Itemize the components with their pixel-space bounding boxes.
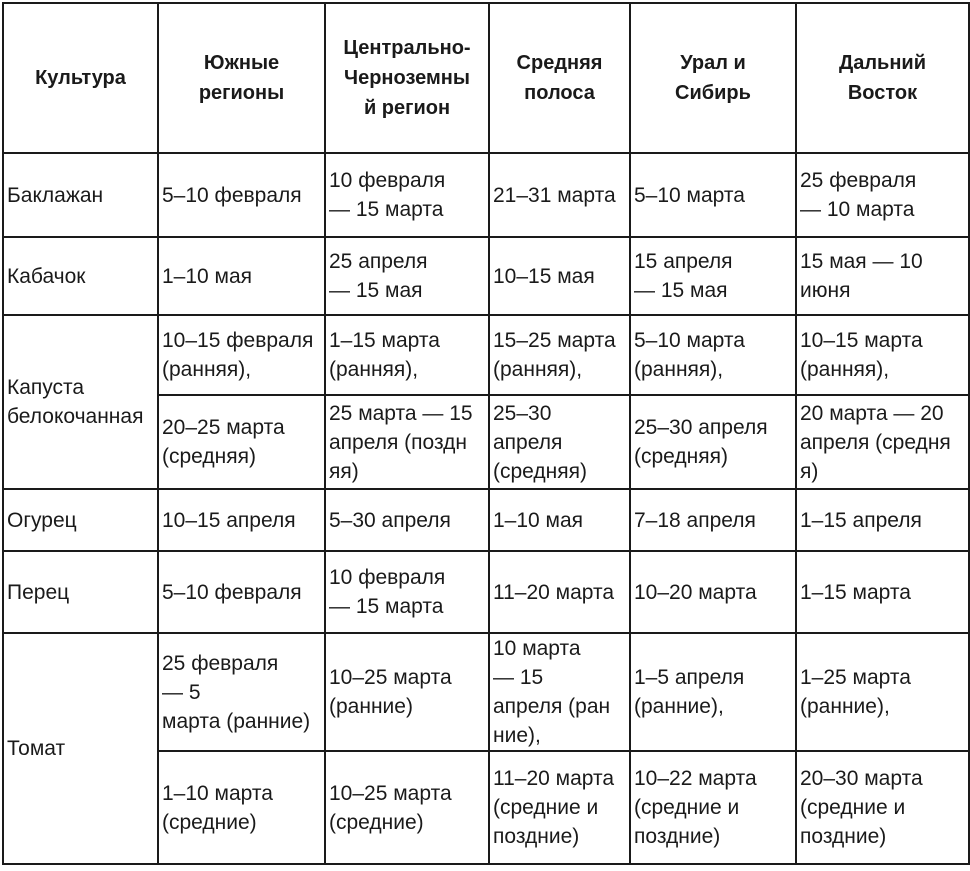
table-cell: 10–25 марта (ранние) <box>325 633 489 751</box>
header-south <box>158 3 325 153</box>
header-south-text: Южные регионы <box>198 52 285 104</box>
table-cell: 25 марта — 15 апреля (поздн яя) <box>325 395 489 489</box>
table-cell: 1–10 мая <box>158 237 325 315</box>
table-cell: 5–10 марта <box>630 153 796 237</box>
table-cell: 15 мая — 10 июня <box>796 237 969 315</box>
table-cell: 10 февраля — 15 марта <box>325 551 489 633</box>
table-cell: 10–15 мая <box>489 237 630 315</box>
table-cell: 10–15 марта (ранняя), <box>796 315 969 395</box>
table-cell: 20–25 марта (средняя) <box>158 395 325 489</box>
header-far-east <box>796 3 969 153</box>
table-cell: 11–20 марта (средние и поздние) <box>489 751 630 864</box>
table-cell: 15 апреля — 15 мая <box>630 237 796 315</box>
header-middle-text: Средняя полоса <box>516 52 603 104</box>
crop-name: Томат <box>3 633 158 864</box>
crop-name: Баклажан <box>3 153 158 237</box>
table-cell: 1–15 апреля <box>796 489 969 551</box>
table-row <box>3 551 969 633</box>
table-row <box>3 153 969 237</box>
header-ural-text: Урал и Сибирь <box>675 52 751 104</box>
table-cell: 7–18 апреля <box>630 489 796 551</box>
table-cell: 1–10 марта (средние) <box>158 751 325 864</box>
table-cell: 10 февраля — 15 марта <box>325 153 489 237</box>
table-cell: 25 февраля — 10 марта <box>796 153 969 237</box>
planting-table <box>2 2 970 865</box>
table-cell: 5–10 марта (ранняя), <box>630 315 796 395</box>
header-ural-siberia <box>630 3 796 153</box>
header-central-blacksoil <box>325 3 489 153</box>
header-row <box>3 3 969 153</box>
table-cell: 25 апреля — 15 мая <box>325 237 489 315</box>
table-row <box>3 489 969 551</box>
header-culture-text: Культура <box>35 67 126 89</box>
header-middle-zone <box>489 3 630 153</box>
table-row <box>3 633 969 751</box>
crop-name: Огурец <box>3 489 158 551</box>
crop-name: Кабачок <box>3 237 158 315</box>
table-cell: 10–25 марта (средние) <box>325 751 489 864</box>
table-cell: 10–20 марта <box>630 551 796 633</box>
table-cell: 1–25 марта (ранние), <box>796 633 969 751</box>
table-cell: 10 марта — 15 апреля (ран ние), <box>489 633 630 751</box>
table-cell: 5–10 февраля <box>158 551 325 633</box>
table-row <box>3 237 969 315</box>
table-cell: 1–15 марта <box>796 551 969 633</box>
table-cell: 21–31 марта <box>489 153 630 237</box>
table-cell: 10–15 апреля <box>158 489 325 551</box>
header-culture <box>3 3 158 153</box>
table-row <box>3 315 969 395</box>
table-cell: 15–25 марта (ранняя), <box>489 315 630 395</box>
table-cell: 1–5 апреля (ранние), <box>630 633 796 751</box>
table-cell: 5–30 апреля <box>325 489 489 551</box>
table-cell: 1–10 мая <box>489 489 630 551</box>
header-central-text: Центрально- Черноземны й регион <box>343 37 471 119</box>
table-cell: 10–22 марта (средние и поздние) <box>630 751 796 864</box>
table-cell: 11–20 марта <box>489 551 630 633</box>
table-cell: 1–15 марта (ранняя), <box>325 315 489 395</box>
table-cell: 20 марта — 20 апреля (средня я) <box>796 395 969 489</box>
table-cell: 10–15 февраля (ранняя), <box>158 315 325 395</box>
table-cell: 25–30 апреля (средняя) <box>489 395 630 489</box>
crop-name: Капуста белокочанная <box>3 315 158 489</box>
header-fareast-text: Дальний Восток <box>838 52 927 104</box>
table-cell: 25–30 апреля (средняя) <box>630 395 796 489</box>
crop-name: Перец <box>3 551 158 633</box>
table-cell: 25 февраля — 5 марта (ранние) <box>158 633 325 751</box>
table-cell: 20–30 марта (средние и поздние) <box>796 751 969 864</box>
table-cell: 5–10 февраля <box>158 153 325 237</box>
